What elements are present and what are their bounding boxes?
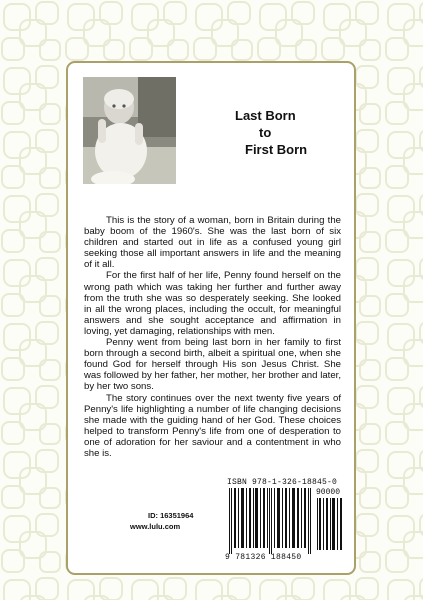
ean-digits: 9 781326 188450 bbox=[225, 553, 302, 562]
book-title bbox=[231, 107, 351, 158]
title-line-3: First Born bbox=[245, 142, 308, 157]
price-barcode-bars bbox=[316, 498, 344, 550]
blurb-paragraph: The story continues over the next twenty five years of Penny's life highlighting a number of life changing decisions she made with the guiding hand of her God. These choices helped to transform Penny's life from one of desperation to one of adoration for her saviour and a contentment in who she is. bbox=[84, 392, 341, 459]
title-line-2: to bbox=[259, 125, 272, 140]
blurb-paragraph: Penny went from being last born in her family to first born through a second birth, albeit a spiritual one, when she found God for herself through His son Jesus Christ. She was followed by her father, her mother, her brother and later, by her two sons. bbox=[84, 337, 341, 393]
ean-barcode-bars bbox=[227, 488, 313, 554]
lulu-id: ID: 16351964 bbox=[148, 511, 194, 520]
price-code: 90000 bbox=[316, 488, 341, 497]
baby-photo bbox=[83, 77, 176, 184]
isbn-number: ISBN 978-1-326-18845-0 bbox=[227, 478, 338, 487]
lulu-url: www.lulu.com bbox=[130, 522, 181, 531]
isbn-barcode bbox=[223, 476, 348, 568]
back-cover-panel bbox=[66, 61, 356, 575]
blurb-paragraph: This is the story of a woman, born in Britain during the baby boom of the 1960's. She was the last born of six children and started out in life as a confused young girl seeking those all important answers in life and the meaning of it all. bbox=[84, 215, 341, 271]
blurb-text bbox=[84, 215, 341, 459]
title-line-1: Last Born bbox=[235, 108, 296, 123]
blurb-paragraph: For the first half of her life, Penny found herself on the wrong path which was taking her further and further away from the truth she was so desperately seeking. She looked in all the wrong places, including the occult, for meaningful answers and she sought acceptance and affirmation in loving, yet damaging, relationships with men. bbox=[84, 270, 341, 337]
